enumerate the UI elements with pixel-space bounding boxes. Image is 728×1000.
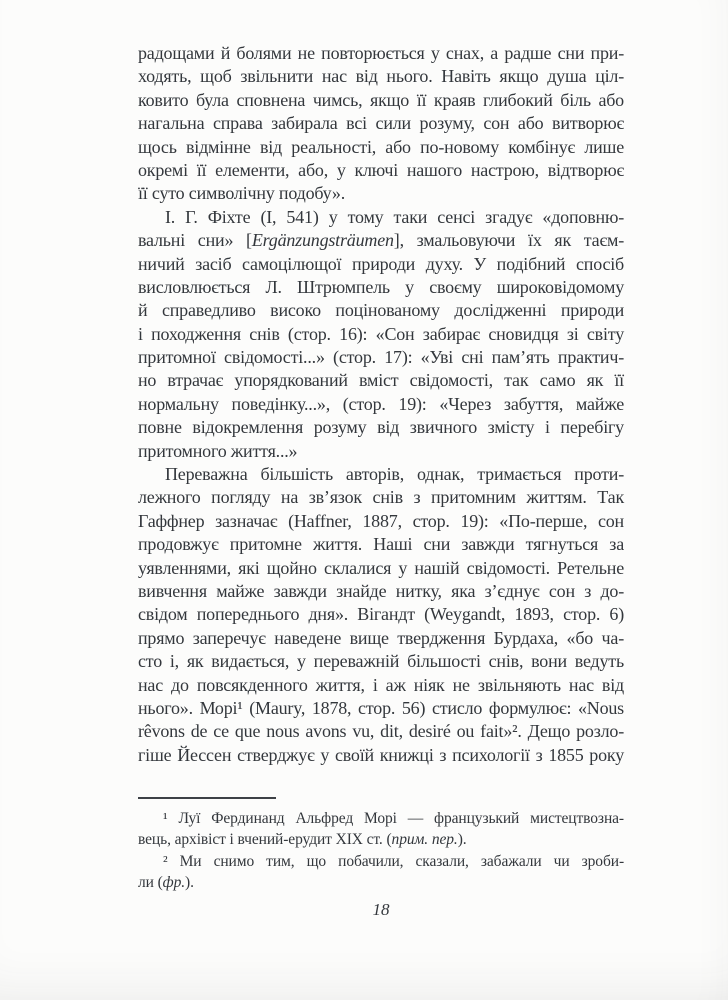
text-segment: ли ( — [138, 874, 163, 892]
text-line — [138, 674, 624, 697]
text-segment: уявленнями, які щойно склалися у нашій свідомості. Ретельне — [138, 557, 624, 578]
text-segment: Переважна більшість авторів, однак, тримається проти- — [165, 464, 624, 485]
text-segment: повне відокремлення розуму від звичного змісту і перебігу — [138, 417, 624, 438]
body-text — [138, 42, 624, 767]
text-segment: висловлюється Л. Штрюмпель у своєму широковідомому — [138, 276, 624, 297]
text-segment: притомної свідомості...» (стор. 17): «Уві сні пам’ять практич- — [138, 347, 624, 368]
text-segment: її суто символічну подобу». — [138, 183, 345, 204]
paragraph — [138, 42, 624, 206]
text-line — [138, 65, 624, 88]
text-segment: ² Ми снимо тим, що побачили, сказали, забажали чи зроби- — [163, 852, 624, 870]
italic-text: фр. — [162, 874, 186, 892]
text-segment: вальні сни» [ — [138, 230, 252, 251]
text-line — [138, 206, 624, 229]
text-segment: ], змальовуючи їх як таєм- — [393, 230, 624, 251]
text-segment: і походження снів (стор. 16): «Сон забирає сновидця зі світу — [138, 323, 624, 344]
text-line — [138, 463, 624, 486]
text-segment: Гаффнер зазначає (Haffner, 1887, стор. 19): «По-перше, сон — [138, 510, 624, 531]
text-segment: ходять, щоб звільнити нас від нього. Навіть якщо душа ціл- — [138, 66, 624, 87]
text-segment: й справедливо високо поцінованому дослідженні природи — [138, 300, 624, 321]
footnote-list — [138, 808, 624, 894]
text-line — [138, 627, 624, 650]
text-segment: сто і, як видається, у переважній більшості снів, вони ведуть — [138, 651, 624, 672]
text-line — [138, 182, 624, 205]
text-segment: лежного погляду на зв’язок снів з притомним життям. Так — [138, 487, 624, 508]
text-segment: вець, архівіст і вчений-ерудит XIX ст. ( — [138, 831, 392, 849]
text-line — [138, 159, 624, 182]
text-line — [138, 872, 624, 893]
text-line — [138, 253, 624, 276]
text-segment: гіше Йессен стверджує у своїй книжці з психології з 1855 року — [138, 744, 624, 765]
text-line — [138, 510, 624, 533]
text-line — [138, 299, 624, 322]
text-line — [138, 440, 624, 463]
text-line — [138, 851, 624, 872]
text-segment: окремі її елементи, або, у ключі нашого настрою, відтворює — [138, 159, 624, 180]
text-segment: rêvons de ce que nous avons vu, dit, desiré ou fait»². Дещо розло- — [138, 721, 624, 742]
footnote-section — [138, 797, 624, 894]
text-segment: радощами й болями не повторюється у снах, а радше сни при- — [138, 43, 624, 63]
text-segment: нього». Морі¹ (Maury, 1878, стор. 56) стисло формулює: «Nous — [138, 697, 624, 718]
footnote-divider — [138, 797, 276, 799]
text-segment: свідом попереднього дня». Вігандт (Weygandt, 1893, стор. 6) — [138, 604, 624, 625]
text-line — [138, 808, 624, 829]
text-segment: ковито була сповнена чимсь, якщо її краяв глибокий біль або — [138, 89, 624, 110]
text-line — [138, 650, 624, 673]
text-segment: нагальна справа забирала всі сили розуму, сон або витворює — [138, 113, 624, 134]
text-line — [138, 603, 624, 626]
paragraph — [138, 808, 624, 851]
text-line — [138, 557, 624, 580]
text-segment: ). — [457, 831, 467, 849]
text-line — [138, 533, 624, 556]
text-line — [138, 323, 624, 346]
paragraph — [138, 463, 624, 767]
text-segment: ¹ Луї Фердинанд Альфред Морі — французький мистецтвозна- — [163, 810, 624, 827]
text-line — [138, 276, 624, 299]
text-line — [138, 720, 624, 743]
text-segment: вивчення майже завжди знайде нитку, яка з’єднує сон з до- — [138, 580, 624, 601]
text-segment: ничий засіб самоцілющої природи духу. У подібний спосіб — [138, 253, 624, 274]
text-line — [138, 89, 624, 112]
text-line — [138, 136, 624, 159]
text-segment: притомного життя...» — [138, 440, 298, 461]
text-line — [138, 744, 624, 767]
page-number: 18 — [372, 900, 390, 919]
text-line — [138, 42, 624, 65]
text-line — [138, 829, 624, 850]
text-segment: ). — [185, 874, 194, 892]
text-line — [138, 416, 624, 439]
text-line — [138, 369, 624, 392]
text-line — [138, 393, 624, 416]
text-line — [138, 346, 624, 369]
text-segment: нормальну поведінку...», (стор. 19): «Через забуття, майже — [138, 393, 624, 414]
paragraph — [138, 851, 624, 894]
text-segment: прямо заперечує наведене вище твердження Бурдаха, «бо ча- — [138, 627, 624, 648]
italic-text: прим. пер. — [391, 831, 458, 849]
text-segment: продовжує притомне життя. Наші сни завжди тягнуться за — [138, 534, 624, 555]
text-line — [138, 697, 624, 720]
text-segment: нас до повсякденного життя, і аж ніяк не звільняють нас від — [138, 674, 624, 695]
italic-text: Ergänzungsträumen — [251, 230, 394, 251]
text-line — [138, 580, 624, 603]
paragraph — [138, 206, 624, 463]
text-segment: но втрачає упорядкований вміст свідомості, так само як її — [138, 370, 624, 391]
text-line — [138, 112, 624, 135]
text-line — [138, 486, 624, 509]
text-segment: щось відмінне від реальності, або по-новому комбінує лише — [138, 136, 624, 157]
text-segment: І. Г. Фіхте (І, 541) у тому таки сенсі згадує «доповню- — [165, 206, 624, 227]
text-line — [138, 229, 624, 252]
